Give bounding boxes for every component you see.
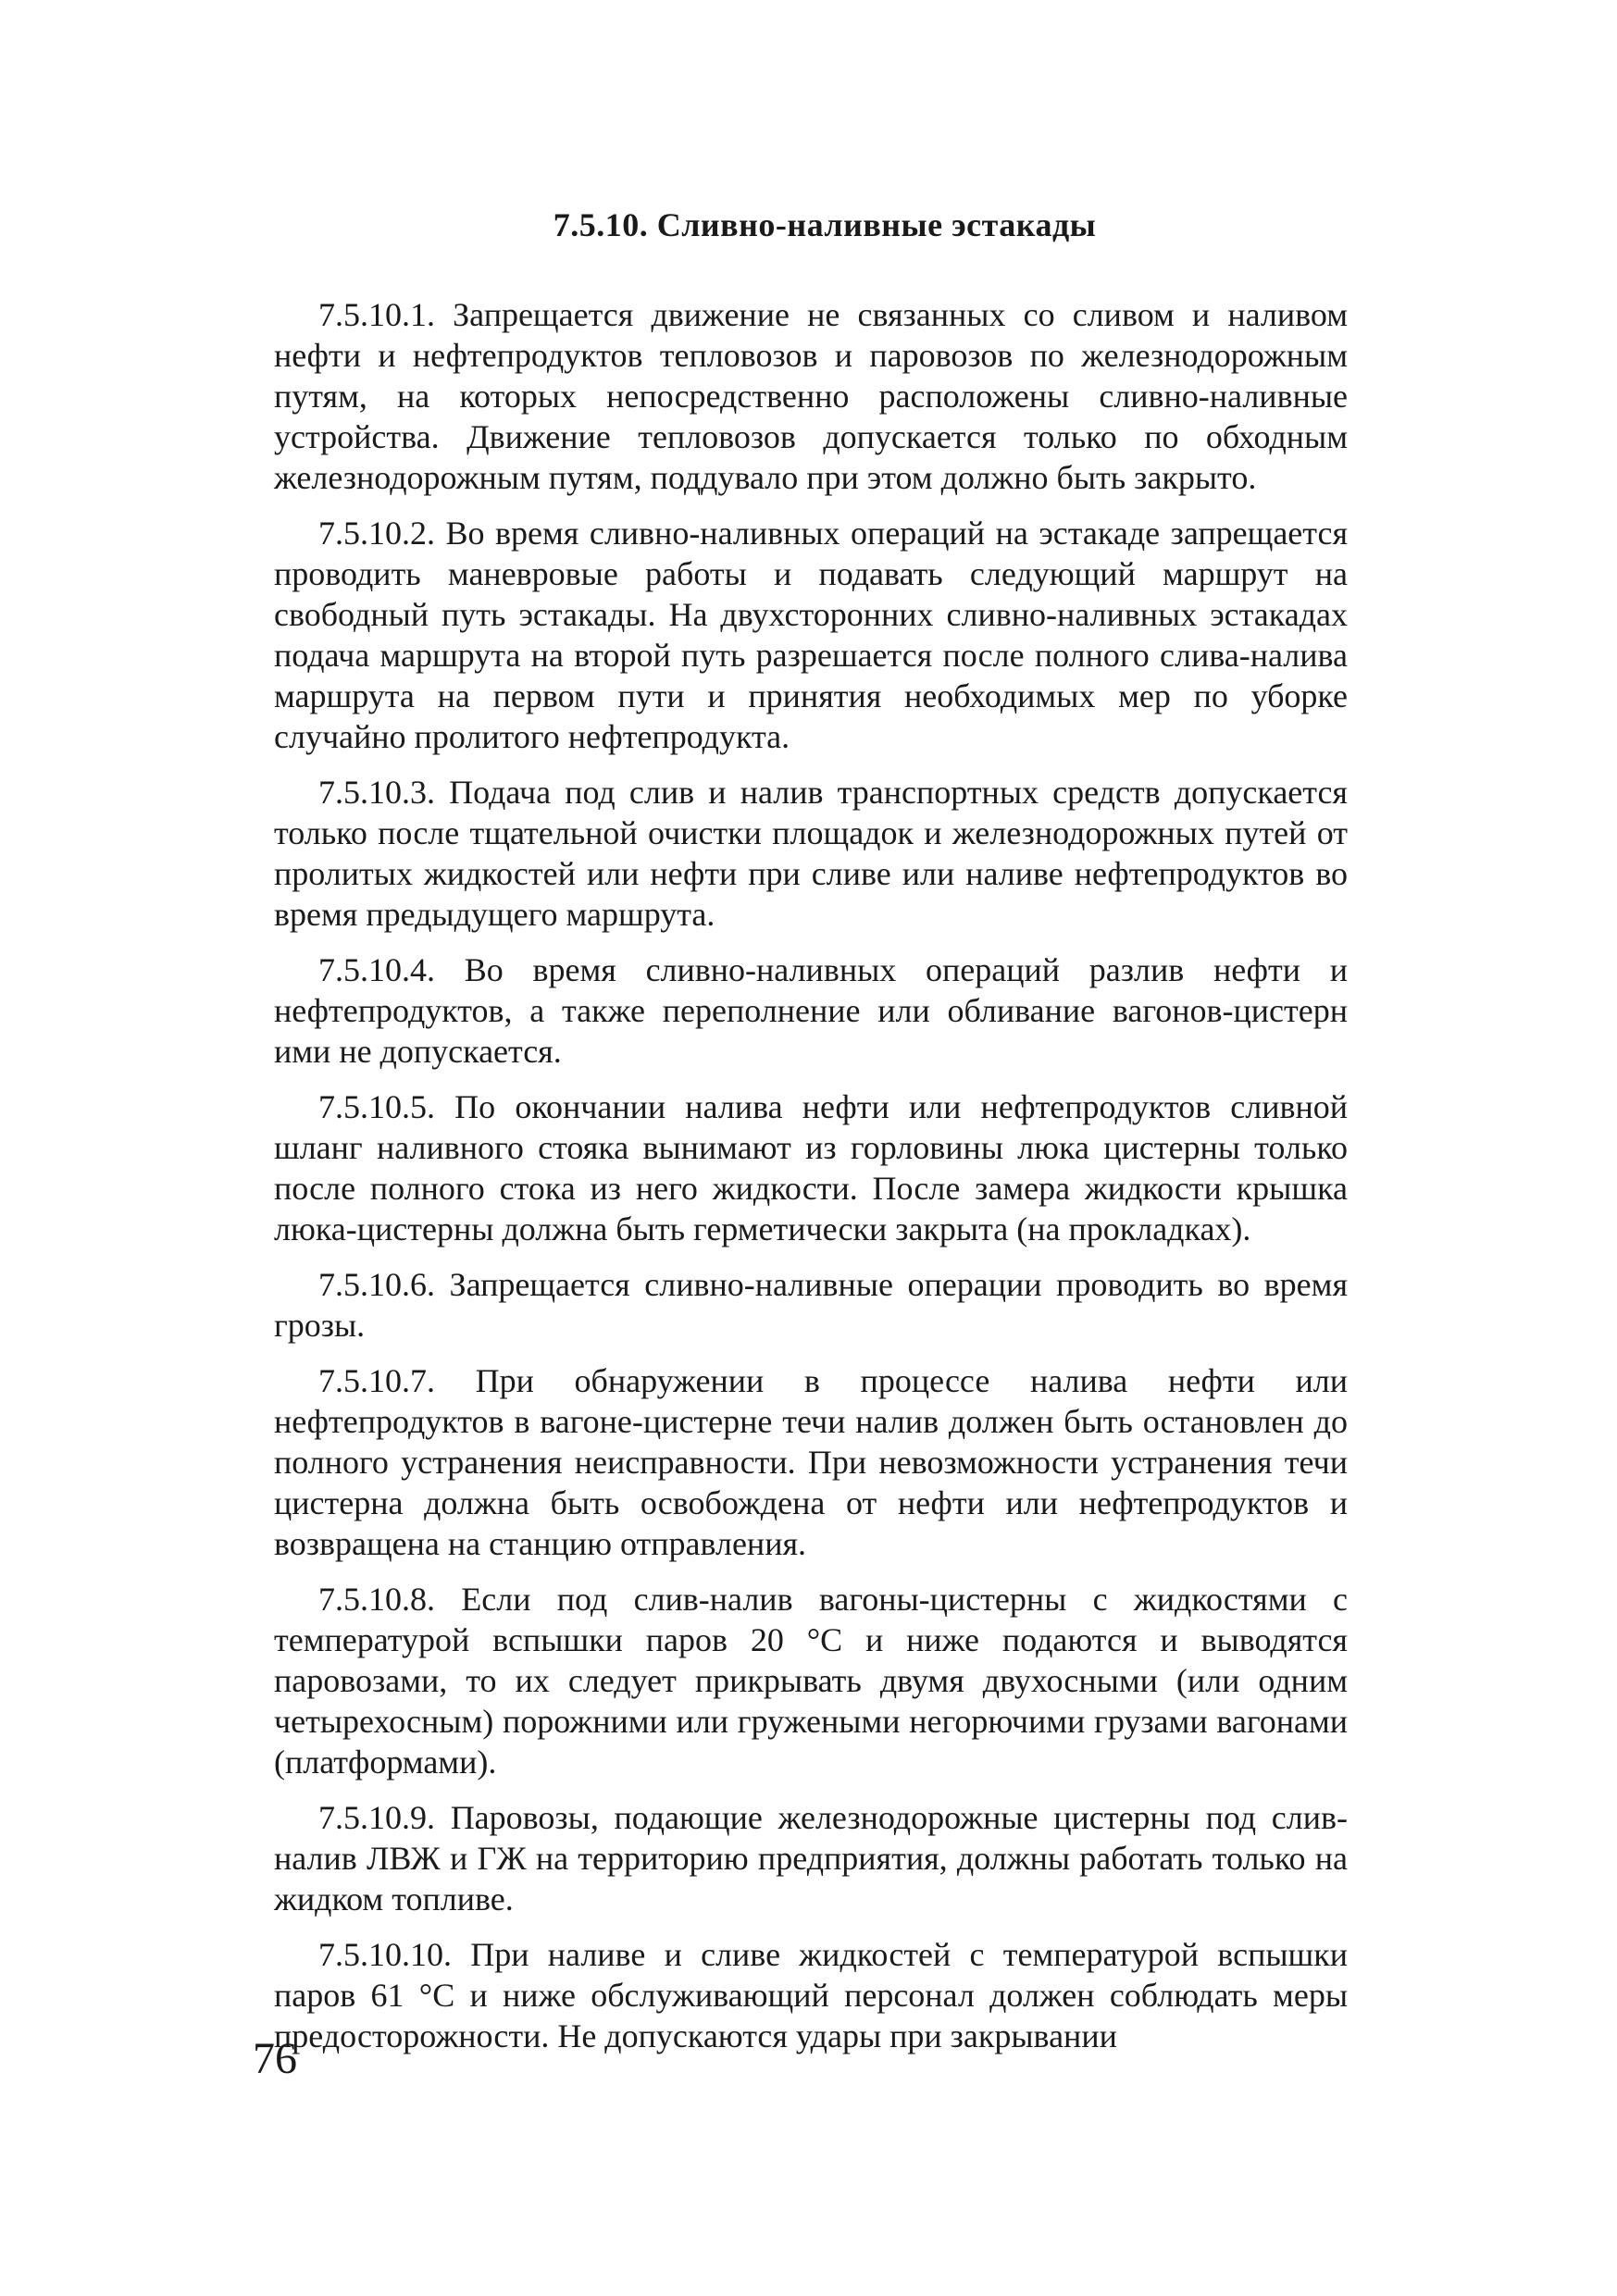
paragraph-7-5-10-5: 7.5.10.5. По окончании налива нефти или нефтепродуктов сливной шланг наливного стояка вынимают из горловины люка цистерны только после полного стока из него жидкости. После замера жидкости крышка люка-цистерны должна быть герметически закрыта (на прокладках). [274, 1088, 1348, 1247]
paragraph-7-5-10-3: 7.5.10.3. Подача под слив и налив транспортных средств допускается только после тщательной очистки площадок и железнодорожных путей от пролитых жидкостей или нефти при сливе или наливе нефтепродуктов во время предыдущего маршрута. [274, 774, 1348, 933]
paragraph-7-5-10-4: 7.5.10.4. Во время сливно-наливных операций разлив нефти и нефтепродуктов, а также переполнение или обливание вагонов-цистерн ими не допускается. [274, 951, 1348, 1070]
page-number: 76 [253, 2034, 297, 2083]
paragraph-7-5-10-6: 7.5.10.6. Запрещается сливно-наливные операции проводить во время грозы. [274, 1266, 1348, 1344]
section-title: 7.5.10. Сливно-наливные эстакады [553, 206, 1097, 243]
paragraph-7-5-10-8: 7.5.10.8. Если под слив-налив вагоны-цистерны с жидкостями с температурой вспышки паров 20 °С и ниже подаются и выводятся паровозами, то их следует прикрывать двумя двухосными (или одним четырехосным) порожними или гружеными негорючими грузами вагонами (платформами). [274, 1581, 1348, 1781]
paragraph-7-5-10-10: 7.5.10.10. При наливе и сливе жидкостей с температурой вспышки паров 61 °С и ниже обслуживающий персонал должен соблюдать меры предосторожности. Не допускаются удары при закрывании [274, 1936, 1348, 2054]
paragraph-7-5-10-2: 7.5.10.2. Во время сливно-наливных операций на эстакаде запрещается проводить маневровые работы и подавать следующий маршрут на свободный путь эстакады. На двухсторонних сливно-наливных эстакадах подача маршрута на второй путь разрешается после полного слива-налива маршрута на первом пути и принятия необходимых мер по уборке случайно пролитого нефтепродукта. [274, 515, 1348, 755]
paragraph-7-5-10-9: 7.5.10.9. Паровозы, подающие железнодорожные цистерны под слив-налив ЛВЖ и ГЖ на территорию предприятия, должны работать только на жидком топливе. [274, 1799, 1348, 1917]
document-page [274, 205, 1348, 2071]
paragraph-7-5-10-1: 7.5.10.1. Запрещается движение не связанных со сливом и наливом нефти и нефтепродуктов тепловозов и паровозов по железнодорожным путям, на которых непосредственно расположены сливно-наливные устройства. Движение тепловозов допускается только по обходным железнодорожным путям, поддувало при этом должно быть закрыто. [274, 296, 1348, 496]
paragraph-7-5-10-7: 7.5.10.7. При обнаружении в процессе налива нефти или нефтепродуктов в вагоне-цистерне течи налив должен быть остановлен до полного устранения неисправности. При невозможности устранения течи цистерна должна быть освобождена от нефти или нефтепродуктов и возвращена на станцию отправления. [274, 1362, 1348, 1562]
